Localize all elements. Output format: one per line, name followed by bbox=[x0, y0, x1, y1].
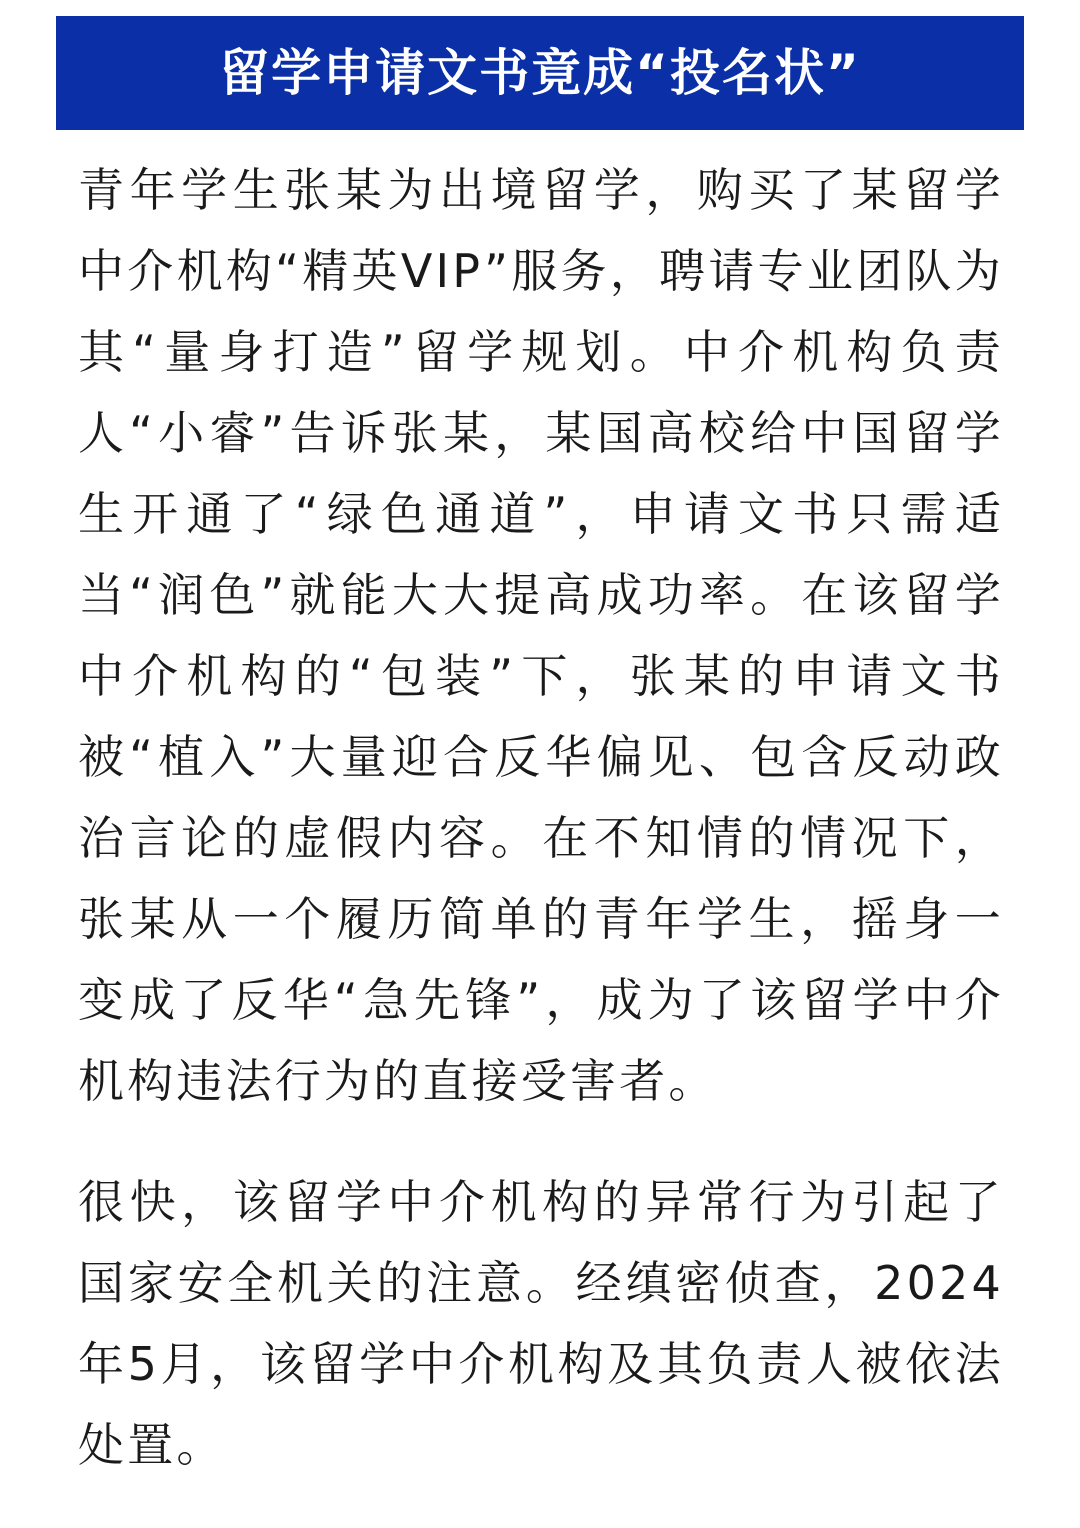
paragraph-case-description: 青年学生张某为出境留学，购买了某留学中介机构“精英VIP”服务，聘请专业团队为其“量身打造”留学规划。中介机构负责人“小睿”告诉张某，某国高校给中国留学生开通了“绿色通道”，申请文书只需适当“润色”就能大大提高成功率。在该留学中介机构的“包装”下，张某的申请文书被“植入”大量迎合反华偏见、包含反动政治言论的虚假内容。在不知情的情况下，张某从一个履历简单的青年学生，摇身一变成了反华“急先锋”，成为了该留学中介机构违法行为的直接受害者。 bbox=[78, 163, 1004, 1108]
page-title: 留学申请文书竟成“投名状” bbox=[219, 44, 861, 102]
paragraph-case-outcome: 很快，该留学中介机构的异常行为引起了国家安全机关的注意。经缜密侦查，2024年5月，该留学中介机构及其负责人被依法处置。 bbox=[78, 1175, 1004, 1472]
title-banner bbox=[56, 16, 1024, 130]
article-body bbox=[78, 150, 1004, 1486]
